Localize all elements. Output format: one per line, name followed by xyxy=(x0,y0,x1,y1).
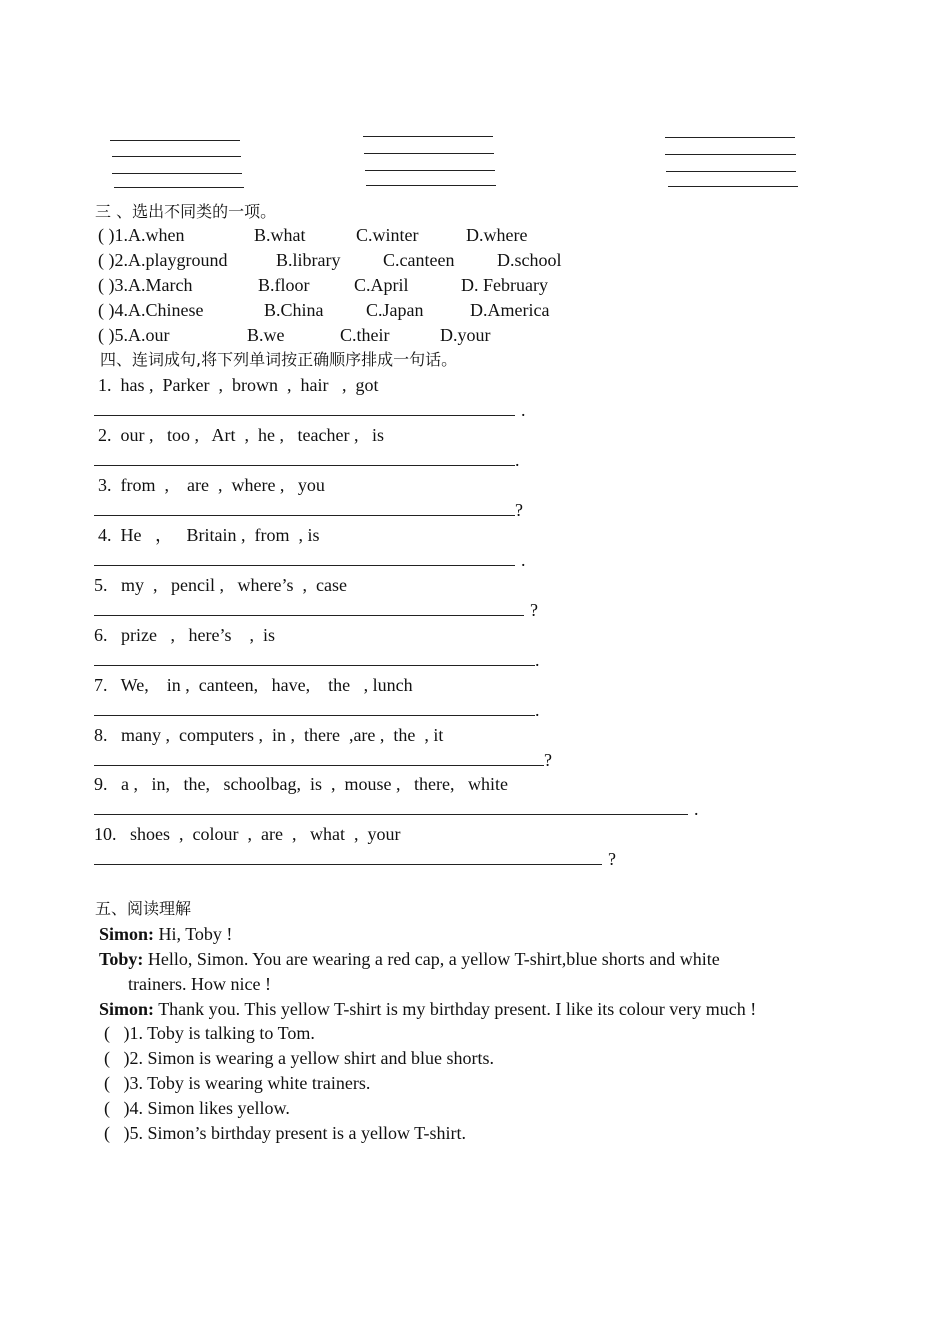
dialog-text: Hello, Simon. You are wearing a red cap, a yellow T-shirt,blue shorts and white xyxy=(143,949,720,969)
option-d: D.America xyxy=(470,300,550,320)
question-number: ( )2.A.playground xyxy=(98,250,228,270)
answer-blank[interactable] xyxy=(363,136,493,137)
word-list: 4. He ， Britain , from , is xyxy=(98,525,320,545)
answer-line[interactable] xyxy=(94,599,538,621)
option-c: C.winter xyxy=(356,225,419,245)
word-list: 8. many , computers , in , there ,are , the , it xyxy=(94,725,444,745)
word-list: 1. has , Parker , brown , hair , got xyxy=(98,375,379,395)
word-list: 10. shoes , colour , are , what , your xyxy=(94,824,401,844)
answer-line[interactable] xyxy=(94,399,526,421)
question-number: ( )3.A.March xyxy=(98,275,193,295)
answer-blank[interactable] xyxy=(665,154,796,155)
option-c: C.their xyxy=(340,325,390,345)
answer-line[interactable] xyxy=(94,798,699,820)
option-c: C.Japan xyxy=(366,300,424,320)
option-b: B.we xyxy=(247,325,285,345)
end-punct: . xyxy=(694,799,699,819)
end-punct: . xyxy=(535,650,540,670)
option-b: B.library xyxy=(276,250,341,270)
tf-question: ( )4. Simon likes yellow. xyxy=(104,1098,290,1118)
answer-blank[interactable] xyxy=(112,156,241,157)
end-punct: . xyxy=(521,550,526,570)
dialog-line xyxy=(99,923,232,945)
end-punct: ? xyxy=(608,849,616,869)
question-number: ( )4.A.Chinese xyxy=(98,300,204,320)
dialog-line xyxy=(99,998,756,1020)
dialog-text: trainers. How nice ! xyxy=(128,974,271,994)
answer-blank[interactable] xyxy=(364,153,494,154)
speaker: Toby: xyxy=(99,949,144,969)
option-b: B.China xyxy=(264,300,324,320)
tf-question: ( )1. Toby is talking to Tom. xyxy=(104,1023,315,1043)
word-list: 5. my , pencil , where’s , case xyxy=(94,575,347,595)
answer-line[interactable] xyxy=(94,749,552,771)
option-b: B.floor xyxy=(258,275,310,295)
dialog-text: Thank you. This yellow T-shirt is my birthday present. I like its colour very much ! xyxy=(154,999,757,1019)
tf-question: ( )3. Toby is wearing white trainers. xyxy=(104,1073,371,1093)
answer-blank[interactable] xyxy=(666,171,796,172)
answer-blank[interactable] xyxy=(366,185,496,186)
word-list: 6. prize , here’s , is xyxy=(94,625,275,645)
option-b: B.what xyxy=(254,225,306,245)
dialog-text: Hi, Toby ! xyxy=(154,924,233,944)
end-punct: ? xyxy=(515,500,523,520)
dialog-line xyxy=(99,948,720,970)
section-3-title: 三 、选出不同类的一项。 xyxy=(95,202,277,221)
answer-blank[interactable] xyxy=(668,186,798,187)
word-list: 2. our , too , Art , he , teacher , is xyxy=(98,425,384,445)
answer-line[interactable] xyxy=(94,649,540,671)
end-punct: ? xyxy=(530,600,538,620)
speaker: Simon: xyxy=(99,999,155,1019)
answer-blank[interactable] xyxy=(110,140,240,141)
tf-question: ( )5. Simon’s birthday present is a yellow T-shirt. xyxy=(104,1123,466,1143)
speaker: Simon: xyxy=(99,924,155,944)
option-d: D.where xyxy=(466,225,528,245)
answer-line[interactable] xyxy=(94,848,616,870)
answer-line[interactable] xyxy=(94,549,526,571)
option-c: C.April xyxy=(354,275,409,295)
option-d: D.school xyxy=(497,250,562,270)
answer-line[interactable] xyxy=(94,449,520,471)
end-punct: ? xyxy=(544,750,552,770)
answer-blank[interactable] xyxy=(112,173,242,174)
word-list: 3. from , are , where , you xyxy=(98,475,325,495)
question-number: ( )1.A.when xyxy=(98,225,185,245)
answer-blank[interactable] xyxy=(365,170,495,171)
question-number: ( )5.A.our xyxy=(98,325,170,345)
answer-line[interactable] xyxy=(94,699,540,721)
end-punct: . xyxy=(521,400,526,420)
word-list: 9. a , in, the, schoolbag, is , mouse , there, white xyxy=(94,774,508,794)
answer-line[interactable] xyxy=(94,499,523,521)
end-punct: . xyxy=(535,700,540,720)
option-c: C.canteen xyxy=(383,250,455,270)
tf-question: ( )2. Simon is wearing a yellow shirt and blue shorts. xyxy=(104,1048,494,1068)
option-d: D.your xyxy=(440,325,491,345)
option-d: D. February xyxy=(461,275,548,295)
answer-blank[interactable] xyxy=(114,187,244,188)
answer-blank[interactable] xyxy=(665,137,795,138)
section-5-title: 五、阅读理解 xyxy=(95,899,192,918)
section-4-title: 四、连词成句,将下列单词按正确顺序排成一句话。 xyxy=(100,350,458,369)
dialog-line xyxy=(128,973,271,995)
end-punct: . xyxy=(515,450,520,470)
word-list: 7. We, in , canteen, have, the , lunch xyxy=(94,675,413,695)
